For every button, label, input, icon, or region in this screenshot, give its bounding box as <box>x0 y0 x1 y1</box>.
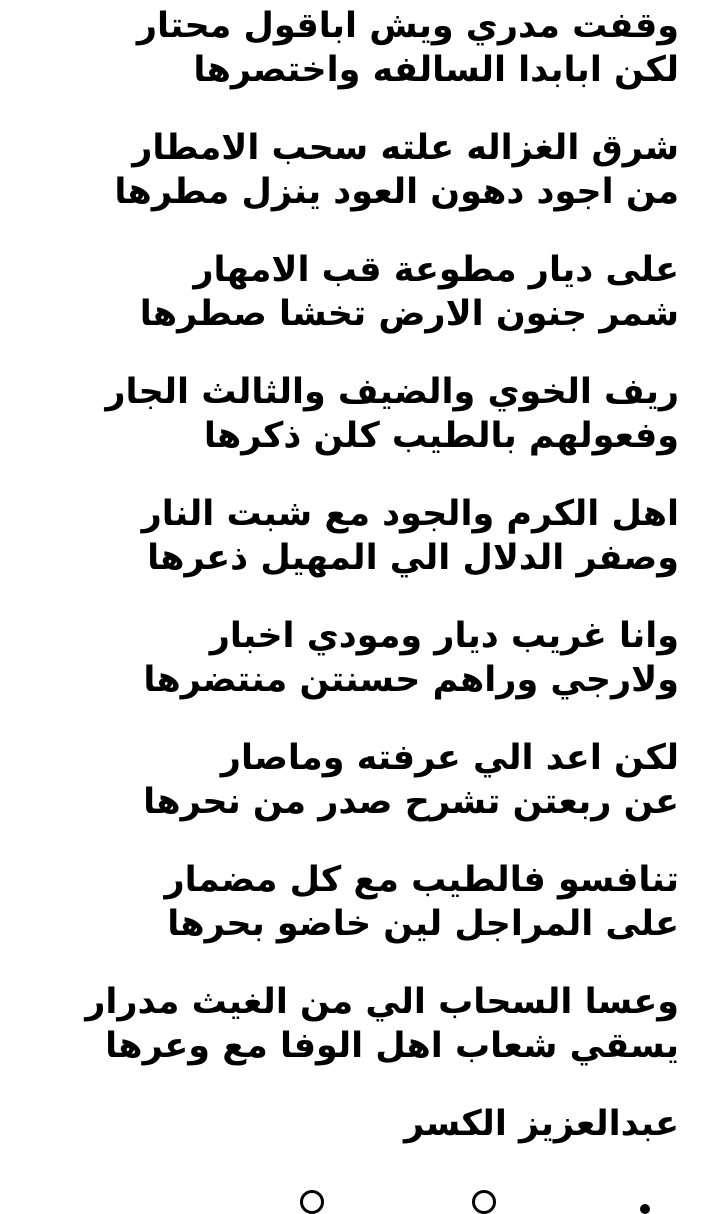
cropped-glyph-fragment <box>472 1190 496 1214</box>
stanza-6 <box>19 614 679 702</box>
poem-line: يسقي شعاب اهل الوفا مع وعرها <box>105 1026 679 1066</box>
poem-line: على ديار مطوعة قب الامهار <box>193 250 679 290</box>
poem-line: شمر جنون الارض تخشا صطرها <box>139 294 679 334</box>
signature-block <box>19 1102 679 1146</box>
poem-line: شرق الغزاله علته سحب الامطار <box>132 128 679 168</box>
stanza-3 <box>19 248 679 336</box>
stanza-7 <box>19 736 679 824</box>
poem-signature: عبدالعزيز الكسر <box>403 1104 679 1144</box>
cropped-glyph-fragment <box>300 1190 324 1214</box>
stanza-1 <box>19 4 679 92</box>
poem-line: ريف الخوي والضيف والثالث الجار <box>105 372 679 412</box>
stanza-9 <box>19 980 679 1068</box>
poem-line: وصفر الدلال الي المهيل ذعرها <box>147 538 679 578</box>
poem-line: وقفت مدري ويش اباقول محتار <box>136 6 679 46</box>
stanza-2 <box>19 126 679 214</box>
poem-line: على المراجل لين خاضو بحرها <box>167 904 679 944</box>
poem-line: من اجود دهون العود ينزل مطرها <box>114 172 679 212</box>
poem-line: وانا غريب ديار ومودي اخبار <box>209 616 679 656</box>
poem-line: وعسا السحاب الي من الغيث مدرار <box>85 982 679 1022</box>
poem-line: لكن اعد الي عرفته وماصار <box>220 738 679 778</box>
poem-line: وفعولهم بالطيب كلن ذكرها <box>203 416 679 456</box>
poem-line: تنافسو فالطيب مع كل مضمار <box>164 860 679 900</box>
poem-line: لكن ابابدا السالفه واختصرها <box>193 50 679 90</box>
poem-line: ولارجي وراهم حسنتن منتضرها <box>143 660 679 700</box>
poem-line: اهل الكرم والجود مع شبت النار <box>141 494 679 534</box>
poem <box>19 4 679 1180</box>
stanza-4 <box>19 370 679 458</box>
cropped-glyph-fragment <box>640 1204 650 1214</box>
cropped-glyphs <box>0 1192 703 1214</box>
stanza-5 <box>19 492 679 580</box>
poem-line: عن ربعتن تشرح صدر من نحرها <box>143 782 679 822</box>
stanza-8 <box>19 858 679 946</box>
